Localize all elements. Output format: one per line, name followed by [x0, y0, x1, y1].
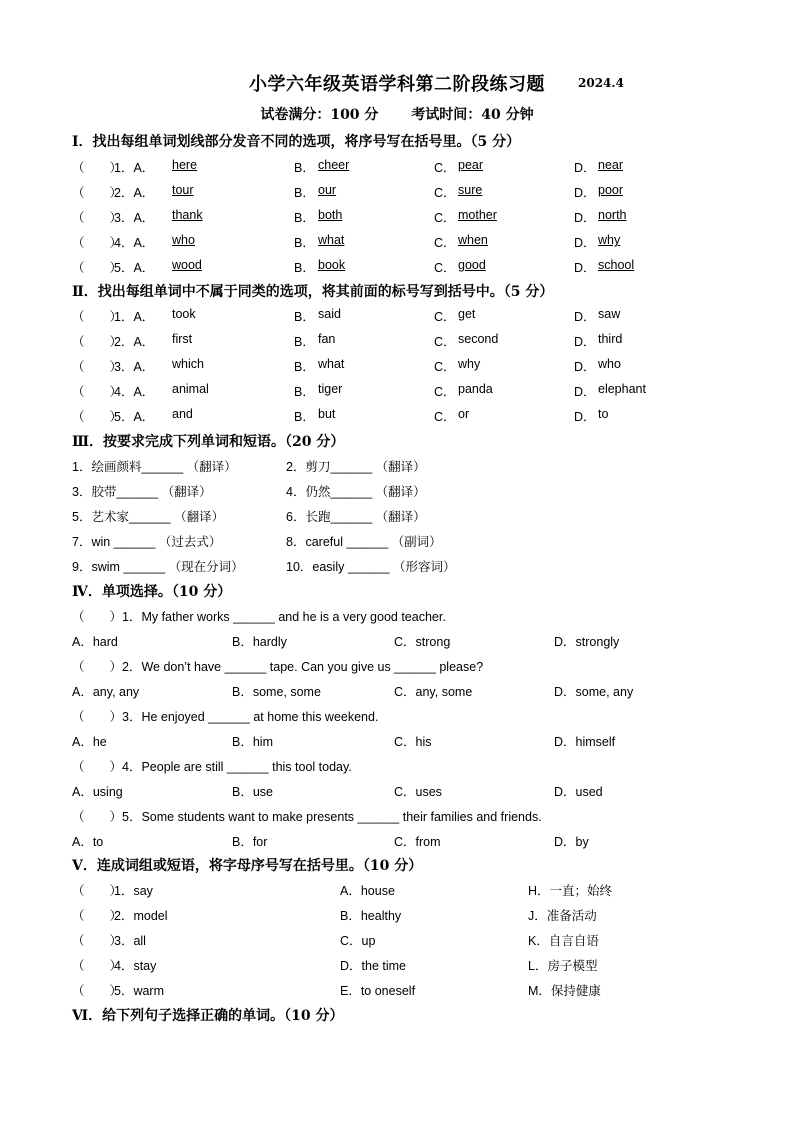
mc-option-d: D．himself [554, 735, 616, 749]
option-d-letter: D． [574, 161, 596, 175]
match-middle: C．up [340, 934, 376, 948]
fill-item-left: 7．win ______ （过去式） [72, 535, 222, 549]
option-d: near [598, 158, 624, 172]
option-b: what [318, 357, 345, 371]
option-d: school [598, 258, 635, 272]
option-d-letter: D． [574, 310, 596, 324]
option-d-letter: D． [574, 261, 596, 275]
section-5-title: Ⅴ．连成词组或短语，将字母序号写在括号里。（10 分） [72, 858, 423, 874]
mc-option-a: A．to [72, 835, 104, 849]
option-a: thank [172, 208, 203, 222]
option-b-letter: B． [294, 186, 315, 200]
mc-option-a: A．using [72, 785, 123, 799]
match-middle: A．house [340, 884, 395, 898]
option-d: to [598, 407, 609, 421]
answer-bracket: （ ） [72, 934, 123, 948]
option-c: or [458, 407, 470, 421]
option-d-letter: D． [574, 186, 596, 200]
option-c: panda [458, 382, 493, 396]
answer-bracket: （ ） [72, 186, 123, 200]
mc-option-d: D．some, any [554, 685, 634, 699]
section-6-title: Ⅵ．给下列句子选择正确的单词。（10 分） [72, 1008, 344, 1024]
option-b: what [318, 233, 345, 247]
answer-bracket: （ ） [72, 261, 123, 275]
option-d-letter: D． [574, 385, 596, 399]
exam-time: 考试时间：40 分钟 [411, 107, 534, 123]
option-c-letter: C． [434, 335, 456, 349]
option-b-letter: B． [294, 410, 315, 424]
option-b-letter: B． [294, 161, 315, 175]
answer-bracket: （ ） [72, 385, 123, 399]
option-c-letter: C． [434, 360, 456, 374]
answer-bracket: （ ） [72, 884, 123, 898]
option-c: second [458, 332, 499, 346]
option-c-letter: C． [434, 385, 456, 399]
answer-bracket: （ ） [72, 161, 123, 175]
option-d-letter: D． [574, 211, 596, 225]
match-right: K．自言自语 [528, 934, 599, 948]
answer-bracket: （ ） [72, 984, 123, 998]
option-a: which [172, 357, 204, 371]
option-d-letter: D． [574, 335, 596, 349]
question-number: 5．A． [114, 261, 155, 275]
option-a: animal [172, 382, 209, 396]
mc-option-a: A．he [72, 735, 107, 749]
question-number: 1．A． [114, 161, 155, 175]
match-left: 1．say [114, 884, 153, 898]
match-left: 5．warm [114, 984, 165, 998]
match-left: 3．all [114, 934, 146, 948]
match-middle: E．to oneself [340, 984, 416, 998]
fill-item-right: 10．easily ______ （形容词） [286, 560, 456, 574]
mc-question-text: （ ）4．People are still ______ this tool today. [72, 760, 352, 774]
option-d: who [598, 357, 621, 371]
mc-option-b: B．him [232, 735, 273, 749]
option-b: book [318, 258, 346, 272]
section-2-title: Ⅱ．找出每组单词中不属于同类的选项，将其前面的标号写到括号中。（5 分） [72, 284, 554, 300]
option-d-letter: D． [574, 360, 596, 374]
option-c-letter: C． [434, 310, 456, 324]
option-b: our [318, 183, 337, 197]
question-number: 4．A． [114, 385, 155, 399]
mc-option-b: B．use [232, 785, 273, 799]
option-a: took [172, 307, 196, 321]
answer-bracket: （ ） [72, 310, 123, 324]
fill-item-right: 8．careful ______ （副词） [286, 535, 442, 549]
option-c: get [458, 307, 476, 321]
answer-bracket: （ ） [72, 335, 123, 349]
fill-item-left: 9．swim ______ （现在分词） [72, 560, 244, 574]
section-4-title: Ⅳ．单项选择。（10 分） [72, 584, 232, 600]
mc-option-c: C．his [394, 735, 432, 749]
option-d-letter: D． [574, 410, 596, 424]
option-c: why [458, 357, 481, 371]
answer-bracket: （ ） [72, 211, 123, 225]
option-b: fan [318, 332, 336, 346]
mc-option-c: C．any, some [394, 685, 473, 699]
option-c: mother [458, 208, 497, 222]
option-c-letter: C． [434, 161, 456, 175]
fill-item-left: 1．绘画颜料______ （翻译） [72, 460, 237, 474]
mc-option-d: D．by [554, 835, 589, 849]
fill-item-right: 6．长跑______ （翻译） [286, 510, 426, 524]
answer-bracket: （ ） [72, 410, 123, 424]
option-c: good [458, 258, 486, 272]
mc-question-text: （ ）5．Some students want to make presents ______ their families and friends. [72, 810, 542, 824]
answer-bracket: （ ） [72, 236, 123, 250]
mc-option-d: D．strongly [554, 635, 620, 649]
option-d: elephant [598, 382, 646, 396]
mc-option-c: C．from [394, 835, 441, 849]
mc-option-b: B．hardly [232, 635, 287, 649]
match-middle: D．the time [340, 959, 406, 973]
mc-option-c: C．uses [394, 785, 442, 799]
option-c: when [458, 233, 488, 247]
fill-item-left: 5．艺术家______ （翻译） [72, 510, 225, 524]
option-b: tiger [318, 382, 343, 396]
option-a: who [172, 233, 195, 247]
mc-option-a: A．hard [72, 635, 118, 649]
option-d-letter: D． [574, 236, 596, 250]
option-a: here [172, 158, 198, 172]
match-left: 2．model [114, 909, 168, 923]
option-b-letter: B． [294, 211, 315, 225]
option-d: saw [598, 307, 621, 321]
option-b-letter: B． [294, 360, 315, 374]
option-b: said [318, 307, 341, 321]
option-b-letter: B． [294, 310, 315, 324]
section-1-title: Ⅰ．找出每组单词划线部分发音不同的选项，将序号写在括号里。（5 分） [72, 134, 521, 150]
mc-question-text: （ ）2．We don’t have ______ tape. Can you give us ______ please? [72, 660, 484, 674]
option-b: both [318, 208, 343, 222]
answer-bracket: （ ） [72, 360, 123, 374]
option-a: and [172, 407, 193, 421]
section-3-title: Ⅲ．按要求完成下列单词和短语。（20 分） [72, 434, 345, 450]
option-c-letter: C． [434, 236, 456, 250]
question-number: 3．A． [114, 360, 155, 374]
option-d: north [598, 208, 627, 222]
answer-bracket: （ ） [72, 909, 123, 923]
option-b-letter: B． [294, 385, 315, 399]
match-right: M．保持健康 [528, 984, 601, 998]
option-d: poor [598, 183, 624, 197]
mc-option-d: D．used [554, 785, 603, 799]
match-right: H．一直；始终 [528, 884, 613, 898]
exam-title: 小学六年级英语学科第二阶段练习题 [249, 74, 545, 95]
option-c-letter: C． [434, 261, 456, 275]
fill-item-right: 2．剪刀______ （翻译） [286, 460, 426, 474]
option-d: why [598, 233, 621, 247]
match-middle: B．healthy [340, 909, 402, 923]
question-number: 5．A． [114, 410, 155, 424]
option-d: third [598, 332, 623, 346]
option-b: but [318, 407, 336, 421]
match-right: L．房子模型 [528, 959, 598, 973]
option-a: tour [172, 183, 194, 197]
exam-date: 2024.4 [578, 76, 624, 90]
option-b-letter: B． [294, 261, 315, 275]
option-c: sure [458, 183, 483, 197]
question-number: 3．A． [114, 211, 155, 225]
fill-item-left: 3．胶带______ （翻译） [72, 485, 212, 499]
mc-question-text: （ ）3．He enjoyed ______ at home this weekend. [72, 710, 379, 724]
question-number: 4．A． [114, 236, 155, 250]
question-number: 2．A． [114, 335, 155, 349]
mc-question-text: （ ）1．My father works ______ and he is a very good teacher. [72, 610, 446, 624]
question-number: 2．A． [114, 186, 155, 200]
match-right: J．准备活动 [528, 909, 597, 923]
mc-option-b: B．some, some [232, 685, 321, 699]
answer-bracket: （ ） [72, 959, 123, 973]
option-c-letter: C． [434, 211, 456, 225]
option-c: pear [458, 158, 484, 172]
mc-option-c: C．strong [394, 635, 451, 649]
match-left: 4．stay [114, 959, 157, 973]
question-number: 1．A． [114, 310, 155, 324]
mc-option-b: B．for [232, 835, 268, 849]
full-score: 试卷满分：100 分 [260, 107, 379, 123]
option-c-letter: C． [434, 410, 456, 424]
mc-option-a: A．any, any [72, 685, 140, 699]
exam-info [0, 104, 794, 124]
option-c-letter: C． [434, 186, 456, 200]
option-a: wood [172, 258, 202, 272]
option-b-letter: B． [294, 236, 315, 250]
option-b-letter: B． [294, 335, 315, 349]
option-b: cheer [318, 158, 350, 172]
fill-item-right: 4．仍然______ （翻译） [286, 485, 426, 499]
option-a: first [172, 332, 193, 346]
